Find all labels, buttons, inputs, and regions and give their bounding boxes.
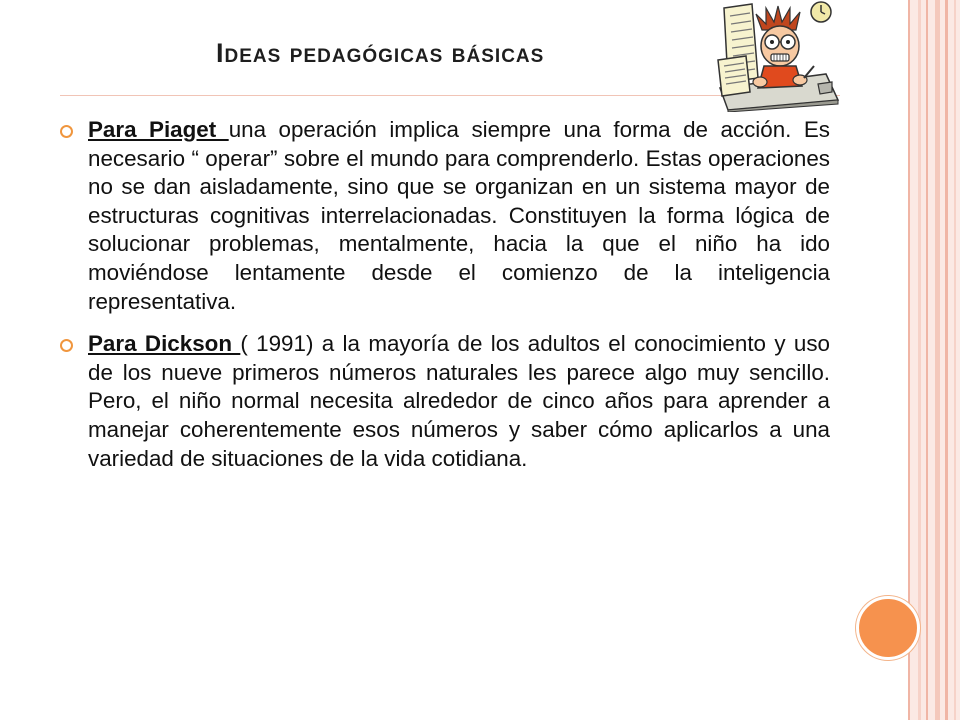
stripe	[954, 0, 956, 720]
stripe	[926, 0, 928, 720]
bullet-dickson	[60, 330, 830, 473]
bullet-circle-icon	[60, 339, 73, 352]
bullet-lead: Para Piaget	[88, 117, 229, 142]
slide-title: Ideas pedagógicas básicas	[216, 38, 545, 68]
stripe	[935, 0, 940, 720]
bullet-circle-icon	[60, 125, 73, 138]
bullet-text: ( 1991) a la mayoría de los adultos el conocimiento y uso de los nueve primeros números naturales les parece algo muy sencillo. Pero, el niño normal necesita alrededor de cinco años para aprender a manejar coherentemente esos números y saber cómo aplicarlos a una variedad de situaciones de la vida cotidiana.	[88, 331, 830, 471]
decorative-orange-circle	[856, 596, 920, 660]
bullet-text: una operación implica siempre una forma de acción. Es necesario “ operar” sobre el mundo para comprenderlo. Estas operaciones no se dan aisladamente, sino que se organizan en un sistema mayor de estructuras cognitivas interrelacionadas. Constituyen la forma lógica de solucionar problemas, mentalmente, hacia la que el niño ha ido moviéndose lentamente desde el comienzo de la inteligencia representativa.	[88, 117, 830, 314]
bullet-piaget	[60, 116, 830, 316]
bullet-lead: Para Dickson	[88, 331, 241, 357]
bullet-list	[60, 116, 830, 487]
stripe	[945, 0, 948, 720]
stripe	[918, 0, 921, 720]
stressed-teacher-clipart	[706, 0, 842, 112]
